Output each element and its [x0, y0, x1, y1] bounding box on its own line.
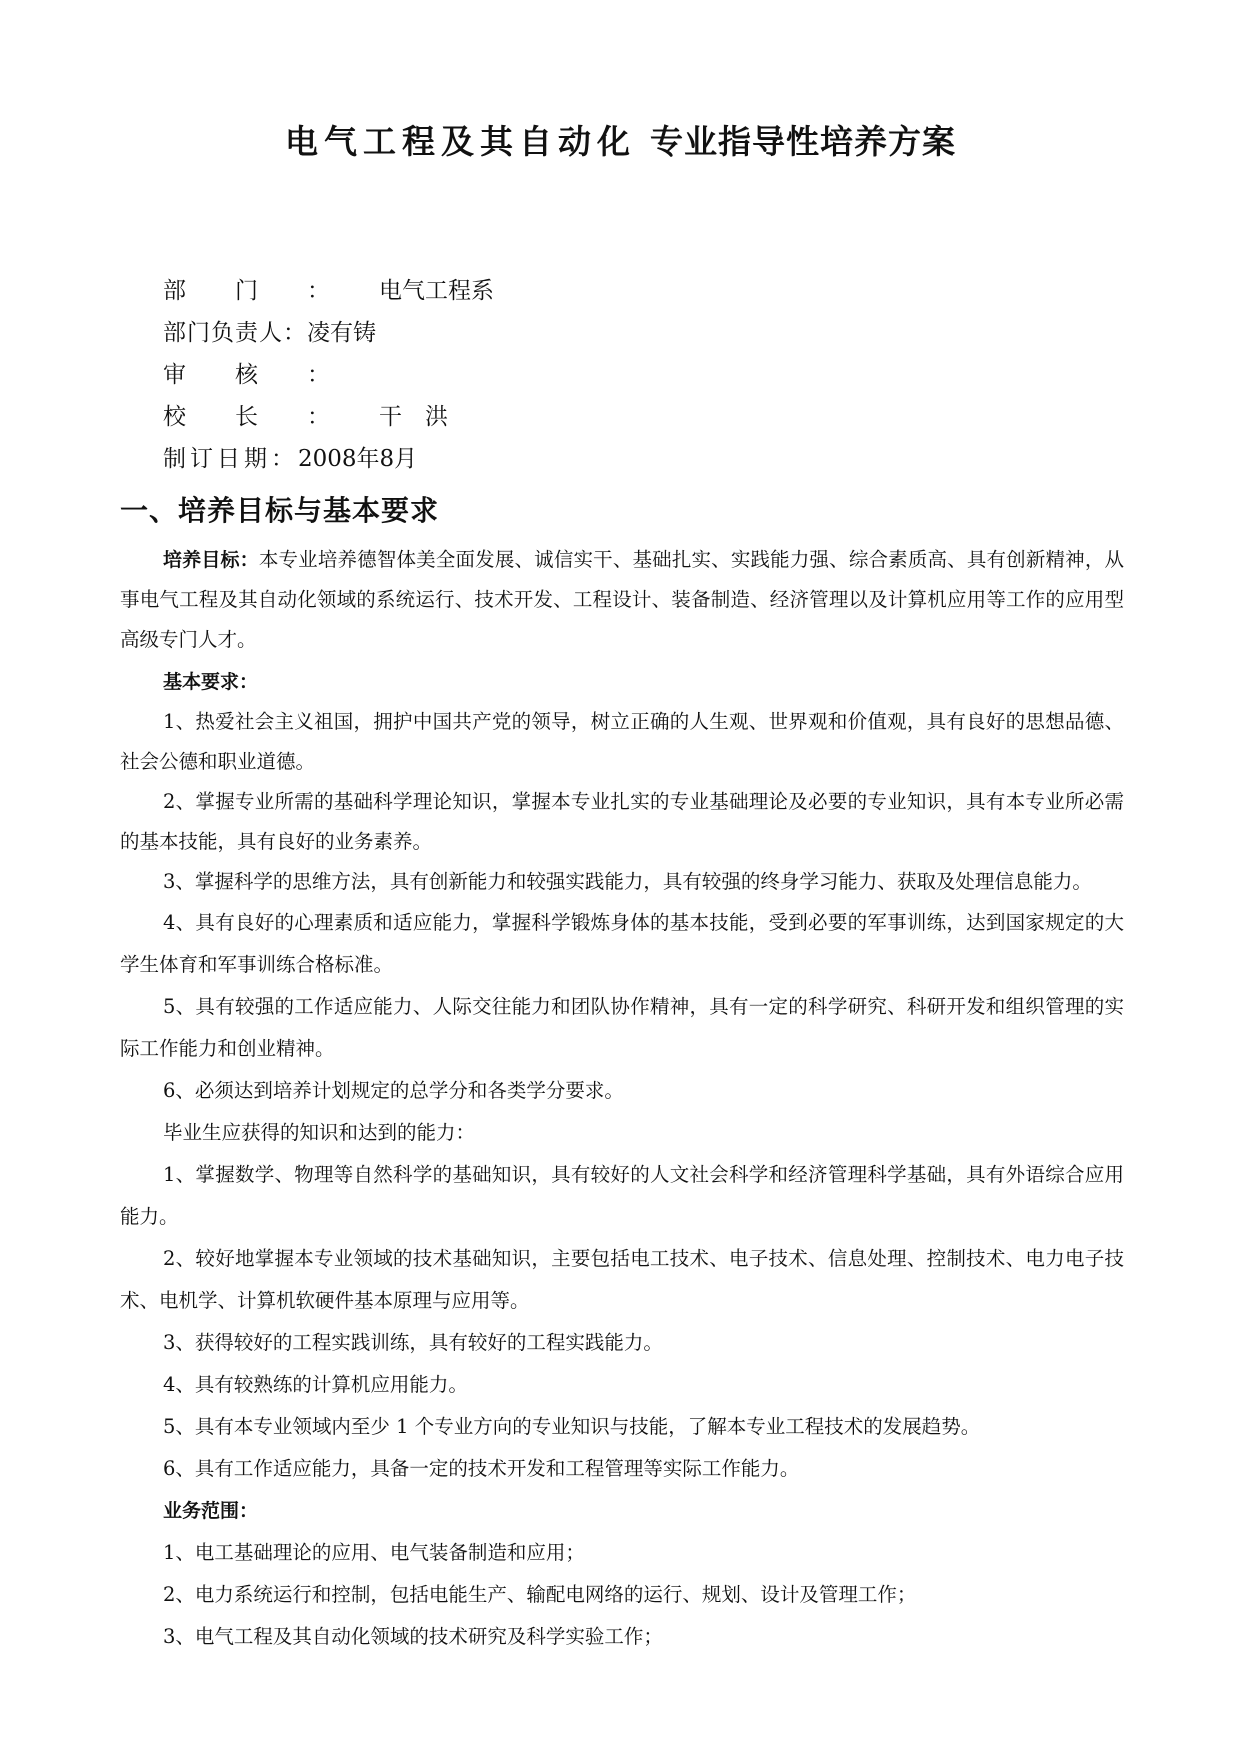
scope-label: 业务范围：: [163, 1500, 259, 1522]
meta-date-label: 制订日期：: [163, 446, 298, 472]
meta-review-label: 审核：: [163, 362, 379, 388]
basic-requirements-label: [120, 662, 1124, 702]
scope-item: 2、电力系统运行和控制，包括电能生产、输配电网络的运行、规划、设计及管理工作；: [163, 1583, 917, 1606]
goal-text: 本专业培养德智体美全面发展、诚信实干、基础扎实、实践能力强、综合素质高、具有创新精神，从事电气工程及其自动化领域的系统运行、技术开发、工程设计、装备制造、经济管理以及计算机应用等工作的应用型高级专门人才。: [120, 548, 1124, 651]
basic-item: 6、必须达到培养计划规定的总学分和各类学分要求。: [163, 1079, 624, 1102]
meta-date-value: 2008年8月: [298, 446, 418, 472]
basic-item: 4、具有良好的心理素质和适应能力，掌握科学锻炼身体的基本技能，受到必要的军事训练，达到国家规定的大学生体育和军事训练合格标准。: [120, 911, 1124, 976]
meta-head-value: 凌有铸: [307, 320, 376, 346]
ability-item: 5、具有本专业领域内至少 1 个专业方向的专业知识与技能，了解本专业工程技术的发展趋势。: [163, 1415, 981, 1438]
basic-item: 3、掌握科学的思维方法，具有创新能力和较强实践能力，具有较强的终身学习能力、获取及处理信息能力。: [163, 870, 1092, 893]
document-title: [0, 122, 1241, 162]
title-major: 电气工程及其自动化: [285, 122, 636, 161]
ability-item: 1、掌握数学、物理等自然科学的基础知识，具有较好的人文社会科学和经济管理科学基础，具有外语综合应用能力。: [120, 1163, 1124, 1228]
meta-president-row: [163, 396, 494, 438]
basic-item: 1、热爱社会主义祖国，拥护中国共产党的领导，树立正确的人生观、世界观和价值观，具有良好的思想品德、社会公德和职业道德。: [120, 710, 1124, 773]
meta-review-row: [163, 354, 494, 396]
ability-item: 4、具有较熟练的计算机应用能力。: [163, 1373, 468, 1396]
document-meta: [163, 270, 494, 480]
meta-department-value: 电气工程系: [379, 278, 494, 304]
meta-president-label: 校长：: [163, 404, 379, 430]
meta-department-row: [163, 270, 494, 312]
scope-item: 3、电气工程及其自动化领域的技术研究及科学实验工作；: [163, 1625, 663, 1648]
goal-label: 培养目标：: [163, 549, 259, 571]
meta-date-row: [163, 438, 494, 480]
goal-paragraph: [120, 540, 1124, 660]
basic-item: 2、掌握专业所需的基础科学理论知识，掌握本专业扎实的专业基础理论及必要的专业知识，具有本专业所必需的基本技能，具有良好的业务素养。: [120, 790, 1124, 853]
meta-head-row: [163, 312, 494, 354]
abilities-label: 毕业生应获得的知识和达到的能力：: [163, 1121, 476, 1144]
scope-label-row: [120, 1490, 1124, 1532]
basic-label-text: 基本要求：: [163, 671, 259, 693]
section-heading: 一、培养目标与基本要求: [120, 494, 440, 527]
ability-item: 6、具有工作适应能力，具备一定的技术开发和工程管理等实际工作能力。: [163, 1457, 800, 1480]
ability-item: 3、获得较好的工程实践训练，具有较好的工程实践能力。: [163, 1331, 663, 1354]
meta-president-value: 干 洪: [379, 404, 448, 430]
section-body: [120, 540, 1124, 1658]
meta-head-label: 部门负责人：: [163, 320, 307, 346]
title-plan: 专业指导性培养方案: [650, 122, 956, 161]
meta-department-label: 部门：: [163, 278, 379, 304]
basic-item: 5、具有较强的工作适应能力、人际交往能力和团队协作精神，具有一定的科学研究、科研开发和组织管理的实际工作能力和创业精神。: [120, 995, 1124, 1060]
ability-item: 2、较好地掌握本专业领域的技术基础知识，主要包括电工技术、电子技术、信息处理、控制技术、电力电子技术、电机学、计算机软硬件基本原理与应用等。: [120, 1247, 1124, 1312]
scope-item: 1、电工基础理论的应用、电气装备制造和应用；: [163, 1541, 585, 1564]
